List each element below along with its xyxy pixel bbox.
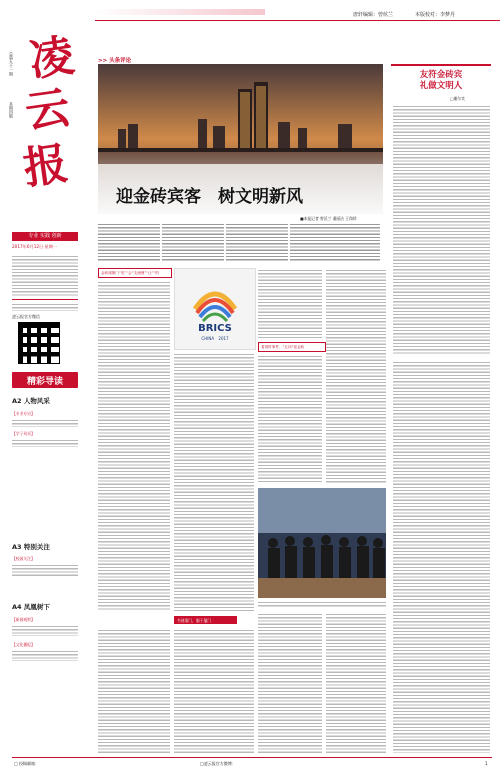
body-col-4b <box>326 612 386 753</box>
guide-item-a4[interactable] <box>12 602 78 661</box>
lead-col-2 <box>162 222 224 262</box>
body-col-3a <box>258 268 322 338</box>
lead-col-1 <box>98 222 160 262</box>
byline: ■本报记者 曾沃兰 潘丽洁 王翔珍 <box>300 216 357 221</box>
masthead-char-2: 云 <box>22 82 73 139</box>
guide-item-a3-title: A3 特别关注 <box>12 543 50 551</box>
right-col-title: 友符金砖宾 礼做文明人 <box>419 70 463 91</box>
wechat-qr-code <box>18 322 60 364</box>
guide-item-a2-sub2: 【学子风采】 <box>12 431 35 436</box>
guide-item-a3-sub1: 【校园关注】 <box>12 556 35 561</box>
masthead-char-3: 报 <box>20 138 71 195</box>
slogan-text: 专业 实践 创新 <box>28 233 62 239</box>
xiamen-skyline-photo <box>98 64 383 214</box>
delegation-group-photo <box>258 488 386 598</box>
guide-item-a2-sub1: 【专业专访】 <box>12 411 35 416</box>
lead-col-4 <box>290 222 380 262</box>
subhead-1: 金砖城厦门“见”“会”支流理”“让”“的 <box>98 268 172 278</box>
right-col-text-2 <box>393 360 490 753</box>
guide-item-a4-text1 <box>12 624 78 636</box>
guide-item-a4-sub1: 【新闻观察】 <box>12 617 35 622</box>
page-header <box>95 0 500 21</box>
subhead-2: 书迷需门，服于厦门 <box>174 616 237 624</box>
footer-page-number: 1 <box>485 761 488 766</box>
guide-item-a4-sub2: 【文化播报】 <box>12 642 35 647</box>
right-col-author: □谢尔宾 <box>450 96 465 101</box>
header-editor-label: 唐轩编辑：曾炫兰 <box>353 12 394 18</box>
body-col-2b <box>174 628 254 753</box>
footer-weibo: □凌云报官方微博： <box>200 761 236 766</box>
body-col-2a <box>174 352 254 612</box>
brics-country-name: CHINA <box>201 336 215 341</box>
guide-item-a2-text2 <box>12 438 78 447</box>
masthead-char-1: 凌 <box>26 30 77 87</box>
brics-logo-image <box>174 268 256 350</box>
right-col-text-1 <box>393 104 490 354</box>
brics-year: 2017 <box>218 336 229 341</box>
issue-number: 本期四版 <box>9 102 14 118</box>
body-col-4a <box>326 268 386 484</box>
guide-item-a2[interactable] <box>12 396 78 447</box>
body-col-3c <box>258 612 322 753</box>
footer-line <box>12 757 492 758</box>
lead-col-3 <box>226 222 288 262</box>
subhead-3: 看国时事件，“五四”迎金砖 <box>258 342 326 352</box>
header-proofreader-label: 本版校对：李梦丹 <box>415 12 456 18</box>
section-label: >> 头条评论 <box>98 58 132 64</box>
guide-item-a2-text1 <box>12 418 78 427</box>
body-col-1b <box>98 628 170 753</box>
slogan-bar <box>12 232 78 241</box>
guide-item-a4-text2 <box>12 649 78 661</box>
masthead <box>5 22 75 242</box>
guide-title: 精彩导读 <box>26 376 63 387</box>
masthead-address <box>12 302 78 311</box>
header-red-accent <box>95 9 265 15</box>
right-col-topbar <box>391 64 491 66</box>
guide-title-bar <box>12 372 78 388</box>
issue-date: 2017年6月12日 星期一 <box>12 244 58 249</box>
footer-email: □ 投稿邮箱： <box>14 761 40 766</box>
guide-item-a4-title: A4 凤凰树下 <box>12 603 50 611</box>
brics-country <box>175 336 255 341</box>
photo-caption <box>258 600 386 608</box>
guide-item-a3-text1 <box>12 563 78 576</box>
issue-line: 总第九十一期 <box>9 52 14 76</box>
guide-item-a3[interactable] <box>12 542 78 576</box>
guide-item-a2-title: A2 人物风采 <box>12 397 50 405</box>
headline: 迎金砖宾客 树文明新风 <box>116 187 303 207</box>
divider-1 <box>12 299 78 300</box>
brics-text: BRICS <box>198 323 232 334</box>
body-col-1a <box>98 280 170 610</box>
qr-caption: 凌云报官方微信 <box>12 314 40 319</box>
masthead-credits <box>12 254 78 296</box>
group-photo-illustration <box>258 488 386 598</box>
body-col-3b <box>258 354 322 484</box>
